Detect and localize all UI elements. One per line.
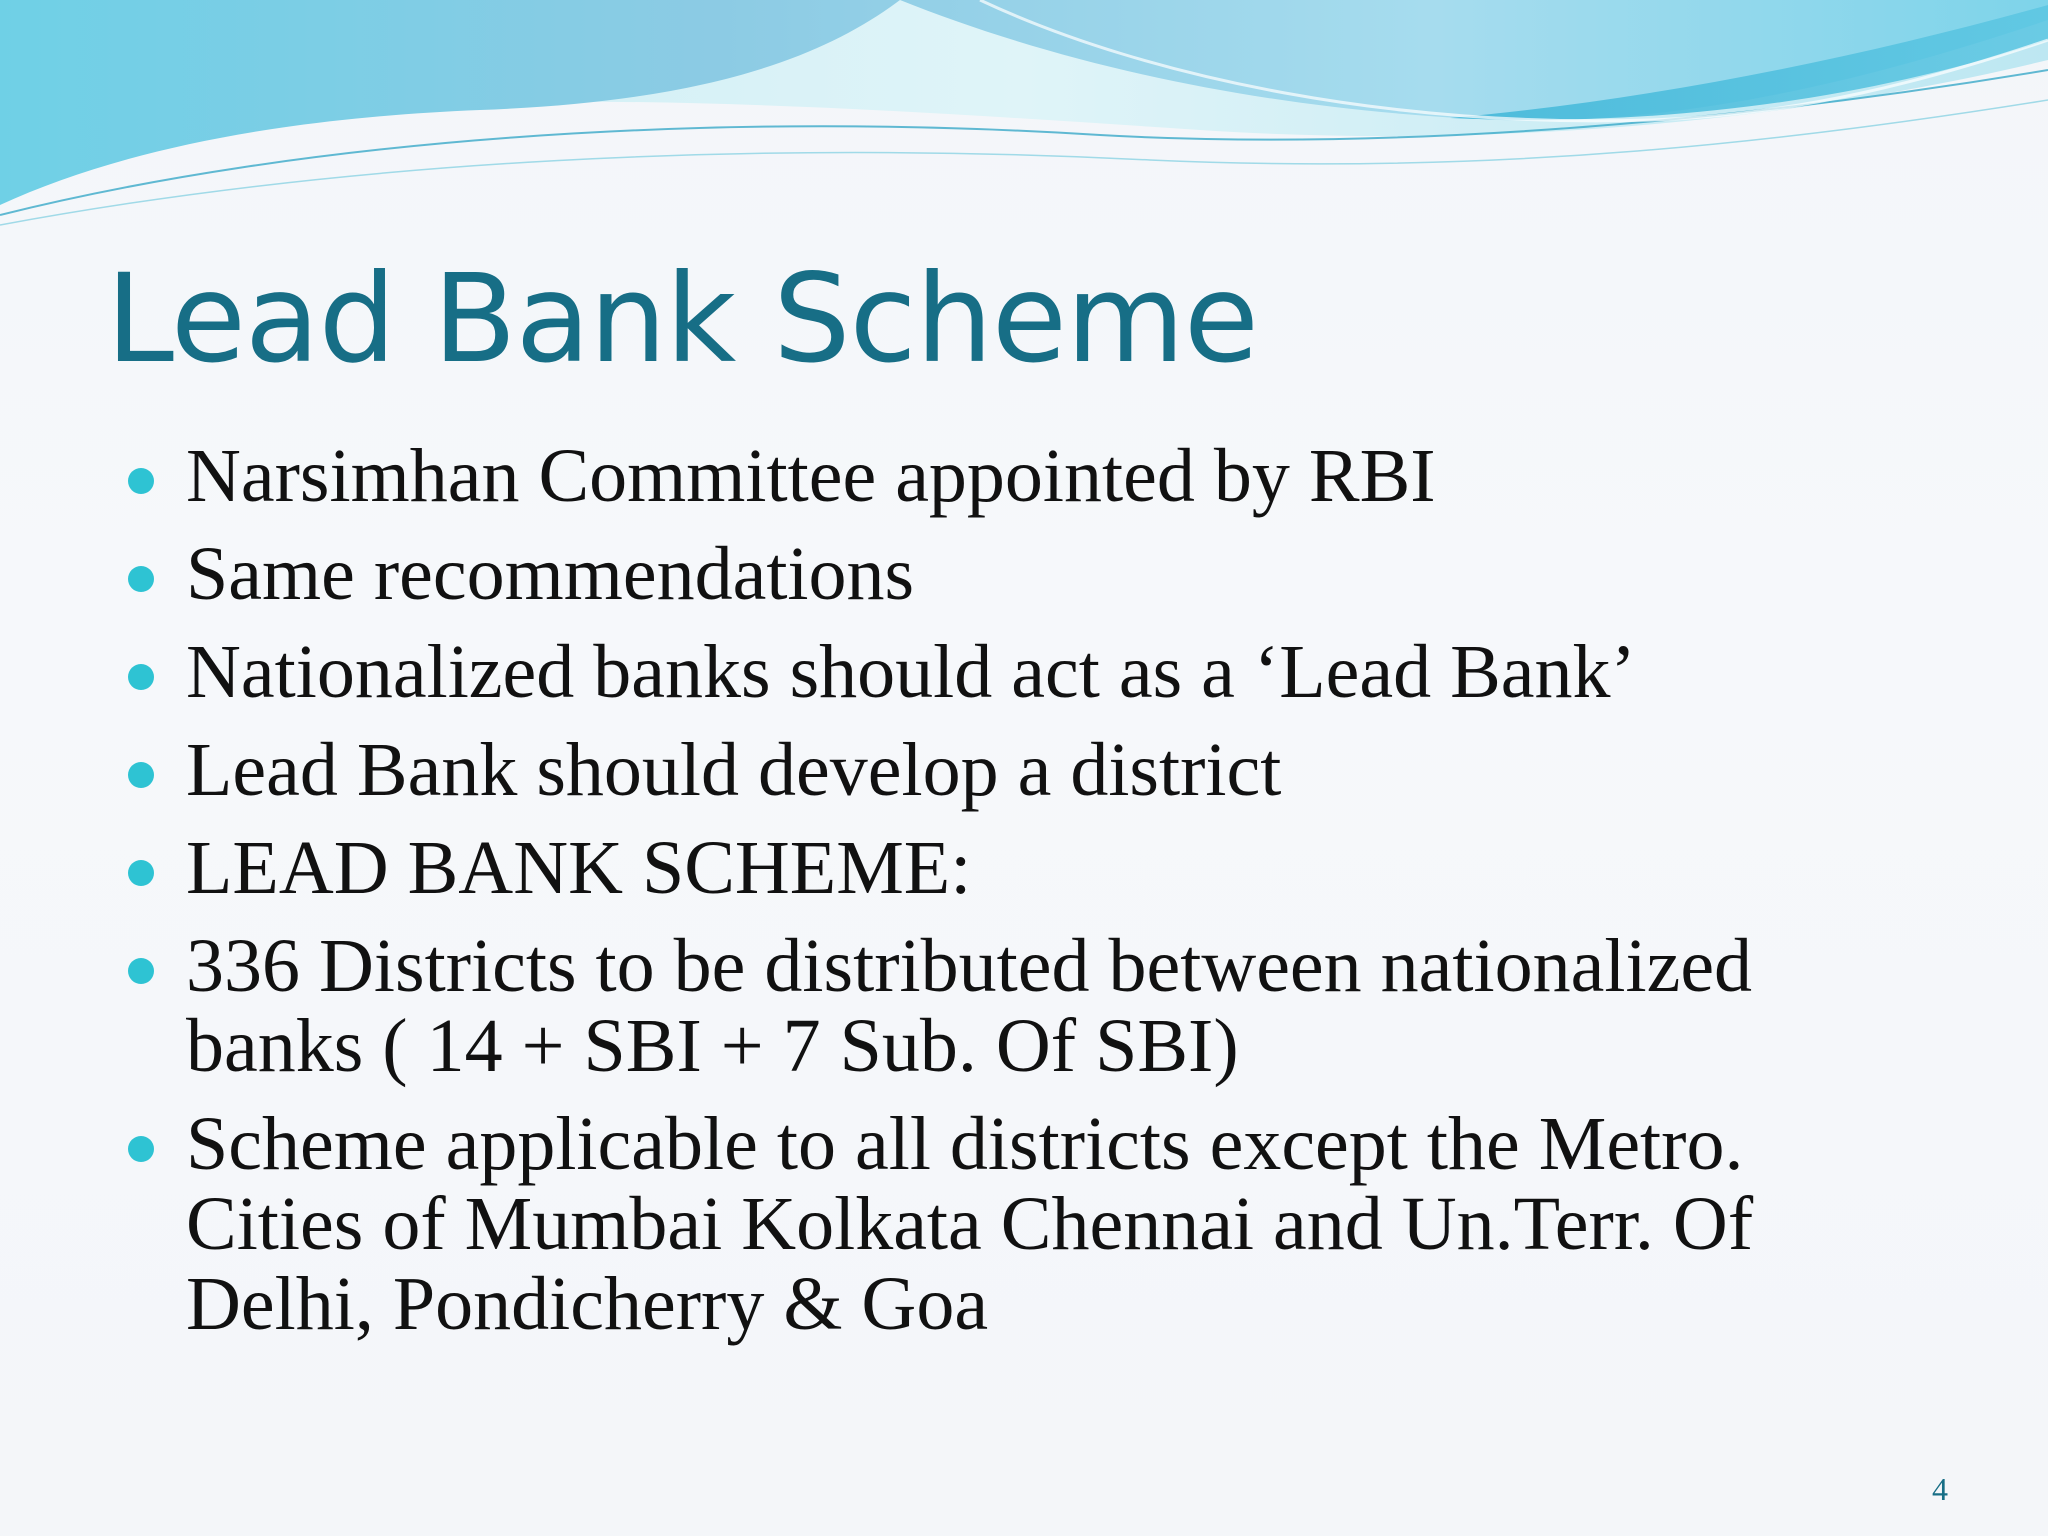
bullet-text: LEAD BANK SCHEME: [186, 826, 972, 910]
slide-title: Lead Bank Scheme [106, 248, 1258, 390]
bullet-item [186, 436, 1886, 516]
bullet-dot-icon [128, 958, 154, 984]
bullet-item [186, 730, 1886, 810]
bullet-item [186, 534, 1886, 614]
bullet-text: 336 Districts to be distributed between nationalized banks ( 14 + SBI + 7 Sub. Of SBI) [186, 924, 1753, 1088]
bullet-dot-icon [128, 468, 154, 494]
bullet-dot-icon [128, 1136, 154, 1162]
slide-number: 4 [1932, 1471, 1948, 1507]
decorative-wave-header [0, 0, 2048, 240]
bullet-item [186, 926, 1886, 1086]
bullet-text: Nationalized banks should act as a ‘Lead Bank’ [186, 630, 1636, 714]
bullet-item [186, 1104, 1886, 1344]
bullet-dot-icon [128, 762, 154, 788]
bullet-item [186, 828, 1886, 908]
bullet-list [186, 436, 1886, 1362]
bullet-text: Lead Bank should develop a district [186, 728, 1282, 812]
bullet-item [186, 632, 1886, 712]
bullet-dot-icon [128, 566, 154, 592]
bullet-text: Narsimhan Committee appointed by RBI [186, 434, 1436, 518]
bullet-dot-icon [128, 860, 154, 886]
bullet-text: Same recommendations [186, 532, 915, 616]
bullet-dot-icon [128, 664, 154, 690]
bullet-text: Scheme applicable to all districts except the Metro. Cities of Mumbai Kolkata Chennai and Un.Terr. Of Delhi, Pondicherry & Goa [186, 1102, 1754, 1346]
